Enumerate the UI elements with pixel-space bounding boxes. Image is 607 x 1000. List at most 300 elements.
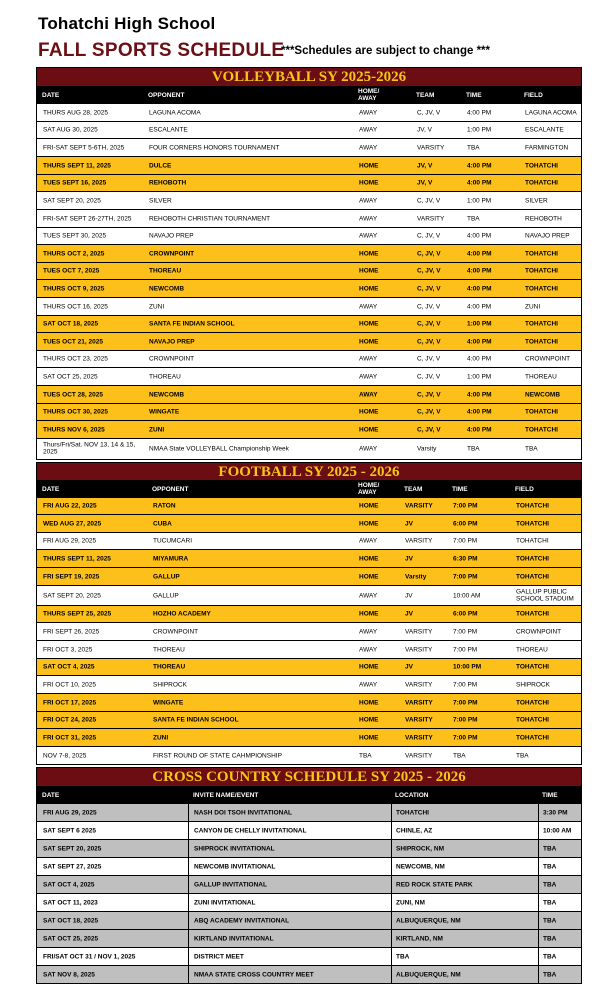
team-cell: VARSITY <box>405 716 433 724</box>
opponent-cell: SANTA FE INDIAN SCHOOL <box>153 716 239 724</box>
time-cell: 1:00 PM <box>467 320 492 328</box>
time-cell: 7:00 PM <box>453 572 478 580</box>
table-row <box>36 623 582 641</box>
opponent-cell: NAVAJO PREP <box>149 232 194 240</box>
column-divider <box>188 804 189 821</box>
team-cell: C, JV, V <box>417 302 441 310</box>
time-cell: 4:00 PM <box>467 337 492 345</box>
home-away-cell: HOME <box>359 408 379 416</box>
opponent-cell: SANTA FE INDIAN SCHOOL <box>149 320 235 328</box>
time-cell: TBA <box>467 143 480 151</box>
home-away-cell: HOME <box>359 425 379 433</box>
date-cell: TUES SEPT 16, 2025 <box>43 179 107 187</box>
home-away-cell: AWAY <box>359 108 378 116</box>
team-cell: VARSITY <box>417 214 445 222</box>
column-divider <box>188 822 189 839</box>
date-cell: THURS OCT 16, 2025 <box>43 302 108 310</box>
team-cell: JV, V <box>417 179 433 187</box>
column-divider <box>538 840 539 857</box>
location-cell: TBA <box>396 952 410 960</box>
date-cell: SAT OCT 4, 2025 <box>43 880 95 888</box>
home-away-cell: HOME <box>359 179 379 187</box>
field-cell: TBA <box>516 751 529 759</box>
field-cell: ZUNI <box>525 302 541 310</box>
opponent-cell: HOZHO ACADEMY <box>153 610 211 618</box>
opponent-cell: CROWNPOINT <box>149 249 195 257</box>
event-cell: GALLUP INVITATIONAL <box>194 880 267 888</box>
col-time: TIME <box>452 486 468 493</box>
home-away-cell: HOME <box>359 554 379 562</box>
date-cell: THURS SEPT 11, 2025 <box>43 161 111 169</box>
column-divider <box>391 912 392 929</box>
field-cell: CROWNPOINT <box>516 627 562 635</box>
team-cell: JV, V <box>417 126 432 134</box>
event-cell: DISTRICT MEET <box>194 952 244 960</box>
time-cell: 4:00 PM <box>467 302 492 310</box>
team-cell: C, JV, V <box>417 355 441 363</box>
table-row <box>36 210 582 228</box>
column-divider <box>538 948 539 965</box>
table-row <box>36 298 582 316</box>
opponent-cell: REHOBOTH CHRISTIAN TOURNAMENT <box>149 214 271 222</box>
opponent-cell: ESCALANTE <box>149 126 188 134</box>
opponent-cell: TUCUMCARI <box>153 537 192 545</box>
home-away-cell: AWAY <box>359 355 378 363</box>
col-field: FIELD <box>515 486 534 493</box>
column-divider <box>538 804 539 821</box>
column-divider <box>538 966 539 983</box>
date-cell: WED AUG 27, 2025 <box>43 519 102 527</box>
field-cell: TOHATCHI <box>516 502 549 510</box>
event-cell: NMAA STATE CROSS COUNTRY MEET <box>194 970 314 978</box>
date-cell: SAT AUG 30, 2025 <box>43 126 98 134</box>
team-cell: VARSITY <box>405 645 433 653</box>
time-cell: 4:00 PM <box>467 390 492 398</box>
opponent-cell: FOUR CORNERS HONORS TOURNAMENT <box>149 143 280 151</box>
home-away-cell: AWAY <box>359 372 378 380</box>
time-cell: TBA <box>543 934 557 942</box>
field-cell: GALLUP PUBLIC SCHOOL STADUIM <box>516 588 574 603</box>
field-cell: FARMINGTON <box>525 143 569 151</box>
time-cell: TBA <box>543 916 557 924</box>
time-cell: 6:00 PM <box>453 519 478 527</box>
team-cell: VARSITY <box>405 680 433 688</box>
date-cell: THURS OCT 30, 2025 <box>43 408 109 416</box>
football-title: FOOTBALL SY 2025 - 2026 <box>36 462 582 481</box>
table-row <box>36 104 582 122</box>
column-divider <box>391 858 392 875</box>
field-cell: TOHATCHI <box>516 716 549 724</box>
opponent-cell: THOREAU <box>149 372 181 380</box>
date-cell: FRI/SAT OCT 31 / NOV 1, 2025 <box>43 952 136 960</box>
column-divider <box>188 912 189 929</box>
table-row <box>36 245 582 263</box>
time-cell: 4:00 PM <box>467 108 492 116</box>
opponent-cell: RATON <box>153 502 176 510</box>
time-cell: 4:00 PM <box>467 425 492 433</box>
table-row <box>36 858 582 876</box>
date-cell: FRI OCT 17, 2025 <box>43 698 97 706</box>
column-divider <box>188 876 189 893</box>
event-cell: ABQ ACADEMY INVITATIONAL <box>194 916 290 924</box>
table-row <box>36 747 582 765</box>
table-row <box>36 421 582 439</box>
table-row <box>36 822 582 840</box>
opponent-cell: ZUNI <box>149 302 165 310</box>
location-cell: RED ROCK STATE PARK <box>396 880 473 888</box>
team-cell: C, JV, V <box>417 372 441 380</box>
field-cell: THOREAU <box>525 372 557 380</box>
field-cell: SHIPROCK <box>516 680 550 688</box>
table-row <box>36 228 582 245</box>
team-cell: VARSITY <box>405 627 433 635</box>
date-cell: THURS NOV 6, 2025 <box>43 425 105 433</box>
opponent-cell: CUBA <box>153 519 172 527</box>
field-cell: NAVAJO PREP <box>525 232 570 240</box>
date-cell: THURS OCT 2, 2025 <box>43 249 105 257</box>
home-away-cell: HOME <box>359 267 379 275</box>
table-row <box>36 568 582 586</box>
date-cell: FRI SEPT 26, 2025 <box>43 627 100 635</box>
field-cell: TOHATCHI <box>516 733 549 741</box>
table-row <box>36 263 582 280</box>
time-cell: 10:00 AM <box>453 591 481 599</box>
time-cell: 7:00 PM <box>453 733 478 741</box>
football-table-header <box>36 481 582 498</box>
col-home-away: HOME/ AWAY <box>358 88 380 103</box>
time-cell: 3:30 PM <box>543 808 568 816</box>
col-event: INVITE NAME/EVENT <box>193 792 259 799</box>
date-cell: TUES OCT 21, 2025 <box>43 337 103 345</box>
location-cell: ALBUQUERQUE, NM <box>396 916 461 924</box>
date-cell: NOV 7-8, 2025 <box>43 751 87 759</box>
table-row <box>36 676 582 694</box>
field-cell: TBA <box>525 445 538 453</box>
time-cell: TBA <box>543 862 557 870</box>
location-cell: KIRTLAND, NM <box>396 934 443 942</box>
time-cell: 4:00 PM <box>467 249 492 257</box>
time-cell: 4:00 PM <box>467 408 492 416</box>
field-cell: TOHATCHI <box>516 519 549 527</box>
volleyball-title: VOLLEYBALL SY 2025-2026 <box>36 67 582 87</box>
table-row <box>36 139 582 157</box>
date-cell: SAT OCT 18, 2025 <box>43 916 99 924</box>
home-away-cell: HOME <box>359 249 379 257</box>
time-cell: 4:00 PM <box>467 161 492 169</box>
field-cell: TOHATCHI <box>525 337 558 345</box>
date-cell: THURS OCT 23, 2025 <box>43 355 108 363</box>
column-divider <box>538 894 539 911</box>
opponent-cell: DULCE <box>149 161 172 169</box>
table-row <box>36 515 582 533</box>
schedule-note: ***Schedules are subject to change *** <box>281 45 490 57</box>
date-cell: THURS AUG 28, 2025 <box>43 108 109 116</box>
team-cell: VARSITY <box>405 698 433 706</box>
column-divider <box>538 858 539 875</box>
date-cell: SAT OCT 25, 2025 <box>43 934 99 942</box>
location-cell: TOHATCHI <box>396 808 429 816</box>
table-row <box>36 659 582 676</box>
home-away-cell: HOME <box>359 161 379 169</box>
location-cell: CHINLE, AZ <box>396 826 433 834</box>
table-row <box>36 550 582 568</box>
field-cell: TOHATCHI <box>525 161 558 169</box>
cross-country-title: CROSS COUNTRY SCHEDULE SY 2025 - 2026 <box>36 767 582 787</box>
column-divider <box>538 876 539 893</box>
team-cell: VARSITY <box>405 502 433 510</box>
table-row <box>36 439 582 460</box>
home-away-cell: AWAY <box>359 645 378 653</box>
time-cell: 4:00 PM <box>467 284 492 292</box>
team-cell: C, JV, V <box>417 108 441 116</box>
column-divider <box>188 894 189 911</box>
home-away-cell: AWAY <box>359 537 378 545</box>
time-cell: 1:00 PM <box>467 196 492 204</box>
date-cell: FRI SEPT 19, 2025 <box>43 572 100 580</box>
column-divider <box>391 930 392 947</box>
time-cell: 7:00 PM <box>453 680 478 688</box>
time-cell: TBA <box>543 880 557 888</box>
page-title: FALL SPORTS SCHEDULE <box>38 40 285 61</box>
location-cell: SHIPROCK, NM <box>396 844 445 852</box>
field-cell: TOHATCHI <box>516 663 549 671</box>
location-cell: NEWCOMB, NM <box>396 862 445 870</box>
time-cell: 4:00 PM <box>467 179 492 187</box>
team-cell: VARSITY <box>405 537 433 545</box>
column-divider <box>391 876 392 893</box>
time-cell: 7:00 PM <box>453 716 478 724</box>
field-cell: TOHATCHI <box>525 249 558 257</box>
time-cell: 7:00 PM <box>453 627 478 635</box>
home-away-cell: AWAY <box>359 232 378 240</box>
time-cell: 10:00 AM <box>543 826 572 834</box>
team-cell: C, JV, V <box>417 232 441 240</box>
opponent-cell: GALLUP <box>153 591 179 599</box>
home-away-cell: AWAY <box>359 302 378 310</box>
cross-country-rows <box>36 804 582 984</box>
col-opponent: OPPONENT <box>152 486 189 493</box>
opponent-cell: MIYAMURA <box>153 554 189 562</box>
team-cell: VARSITY <box>417 143 445 151</box>
date-cell: THURS SEPT 11, 2025 <box>43 554 111 562</box>
col-opponent: OPPONENT <box>148 92 185 99</box>
date-cell: SAT SEPT 20, 2025 <box>43 591 101 599</box>
team-cell: Varsity <box>405 572 427 580</box>
field-cell: TOHATCHI <box>525 408 558 416</box>
field-cell: LAGUNA ACOMA <box>525 108 577 116</box>
column-divider <box>188 966 189 983</box>
date-cell: TUES SEPT 30, 2025 <box>43 232 107 240</box>
location-cell: ALBUQUERQUE, NM <box>396 970 461 978</box>
opponent-cell: FIRST ROUND OF STATE CAHMPIONSHIP <box>153 751 282 759</box>
date-cell: SAT SEPT 20, 2025 <box>43 844 102 852</box>
col-team: TEAM <box>416 92 435 99</box>
opponent-cell: THOREAU <box>149 267 182 275</box>
table-row <box>36 948 582 966</box>
team-cell: JV <box>405 591 413 599</box>
field-cell: TOHATCHI <box>525 284 558 292</box>
time-cell: 4:00 PM <box>467 267 492 275</box>
time-cell: TBA <box>543 844 557 852</box>
column-divider <box>391 822 392 839</box>
team-cell: JV <box>405 610 413 618</box>
table-row <box>36 368 582 386</box>
table-row <box>36 533 582 550</box>
time-cell: 4:00 PM <box>467 232 492 240</box>
time-cell: 7:00 PM <box>453 537 478 545</box>
event-cell: SHIPROCK INVITATIONAL <box>194 844 275 852</box>
column-divider <box>188 858 189 875</box>
time-cell: 6:00 PM <box>453 610 478 618</box>
table-row <box>36 912 582 930</box>
team-cell: C, JV, V <box>417 267 441 275</box>
table-row <box>36 122 582 139</box>
opponent-cell: LAGUNA ACOMA <box>149 108 201 116</box>
table-row <box>36 192 582 210</box>
home-away-cell: AWAY <box>359 196 378 204</box>
date-cell: FRI AUG 29, 2025 <box>43 537 97 545</box>
opponent-cell: SILVER <box>149 196 172 204</box>
time-cell: 1:00 PM <box>467 372 492 380</box>
table-row <box>36 641 582 659</box>
field-cell: TOHATCHI <box>525 320 558 328</box>
time-cell: TBA <box>543 970 557 978</box>
event-cell: KIRTLAND INVITATIONAL <box>194 934 274 942</box>
date-cell: FRI AUG 29, 2025 <box>43 808 97 816</box>
event-cell: CANYON DE CHELLY INVITATIONAL <box>194 826 307 834</box>
table-row <box>36 316 582 333</box>
team-cell: C, JV, V <box>417 249 441 257</box>
date-cell: FRI-SAT SEPT 26-27TH, 2025 <box>43 214 132 222</box>
home-away-cell: TBA <box>359 751 372 759</box>
table-row <box>36 175 582 192</box>
opponent-cell: THOREAU <box>153 645 185 653</box>
opponent-cell: NEWCOMB <box>149 390 185 398</box>
time-cell: TBA <box>467 214 480 222</box>
column-divider <box>188 948 189 965</box>
column-divider <box>391 804 392 821</box>
cross-country-table-header <box>36 787 582 804</box>
time-cell: TBA <box>543 952 557 960</box>
time-cell: 7:00 PM <box>453 645 478 653</box>
date-cell: FRI OCT 31, 2025 <box>43 733 97 741</box>
opponent-cell: NMAA State VOLLEYBALL Championship Week <box>149 445 289 453</box>
date-cell: TUES OCT 7, 2025 <box>43 267 100 275</box>
field-cell: CROWNPOINT <box>525 355 571 363</box>
field-cell: TOHATCHI <box>516 698 549 706</box>
opponent-cell: CROWNPOINT <box>149 355 195 363</box>
date-cell: SAT SEPT 27, 2025 <box>43 862 102 870</box>
column-divider <box>391 894 392 911</box>
table-row <box>36 840 582 858</box>
time-cell: 1:00 PM <box>467 126 492 134</box>
date-cell: FRI OCT 10, 2025 <box>43 680 96 688</box>
date-cell: THURS OCT 9, 2025 <box>43 284 105 292</box>
opponent-cell: ZUNI <box>149 425 165 433</box>
field-cell: THOREAU <box>516 645 548 653</box>
home-away-cell: HOME <box>359 716 379 724</box>
column-divider <box>391 840 392 857</box>
home-away-cell: HOME <box>359 502 379 510</box>
field-cell: TOHATCHI <box>525 425 558 433</box>
school-name: Tohatchi High School <box>38 14 216 33</box>
opponent-cell: ZUNI <box>153 733 169 741</box>
home-away-cell: HOME <box>359 733 379 741</box>
table-row <box>36 386 582 404</box>
table-row <box>36 351 582 368</box>
team-cell: C, JV, V <box>417 390 441 398</box>
home-away-cell: AWAY <box>359 627 378 635</box>
home-away-cell: AWAY <box>359 680 378 688</box>
event-cell: ZUNI INVITATIONAL <box>194 898 256 906</box>
team-cell: C, JV, V <box>417 284 441 292</box>
date-cell: SAT SEPT 20, 2025 <box>43 196 101 204</box>
location-cell: ZUNI, NM <box>396 898 425 906</box>
col-field: FIELD <box>524 92 543 99</box>
opponent-cell: REHOBOTH <box>149 179 187 187</box>
col-time: TIME <box>466 92 482 99</box>
table-row <box>36 694 582 712</box>
field-cell: TOHATCHI <box>516 610 549 618</box>
table-row <box>36 498 582 515</box>
date-cell: SAT OCT 25, 2025 <box>43 372 98 380</box>
table-row <box>36 606 582 623</box>
date-cell: Thurs/Fri/Sat. NOV 13, 14 & 15, 2025 <box>43 441 136 456</box>
event-cell: NASH DOI TSOH INVITATIONAL <box>194 808 292 816</box>
date-cell: SAT SEPT 6 2025 <box>43 826 96 834</box>
opponent-cell: NEWCOMB <box>149 284 185 292</box>
date-cell: THURS SEPT 25, 2025 <box>43 610 112 618</box>
field-cell: ESCALANTE <box>525 126 564 134</box>
field-cell: NEWCOMB <box>525 390 561 398</box>
team-cell: C, JV, V <box>417 425 441 433</box>
opponent-cell: WINGATE <box>153 698 184 706</box>
table-row <box>36 894 582 912</box>
column-divider <box>188 840 189 857</box>
home-away-cell: HOME <box>359 519 379 527</box>
team-cell: VARSITY <box>405 751 433 759</box>
home-away-cell: HOME <box>359 698 379 706</box>
volleyball-rows <box>36 104 582 460</box>
team-cell: C, JV, V <box>417 408 441 416</box>
opponent-cell: NAVAJO PREP <box>149 337 195 345</box>
home-away-cell: AWAY <box>359 143 378 151</box>
field-cell: TOHATCHI <box>516 572 549 580</box>
home-away-cell: HOME <box>359 337 379 345</box>
team-cell: JV <box>405 663 413 671</box>
column-divider <box>188 930 189 947</box>
date-cell: TUES OCT 28, 2025 <box>43 390 103 398</box>
column-divider <box>538 930 539 947</box>
team-cell: C, JV, V <box>417 196 441 204</box>
home-away-cell: AWAY <box>359 445 378 453</box>
team-cell: JV <box>405 554 413 562</box>
table-row <box>36 157 582 175</box>
volleyball-table-header <box>36 87 582 104</box>
table-row <box>36 729 582 747</box>
opponent-cell: WINGATE <box>149 408 180 416</box>
home-away-cell: AWAY <box>359 390 378 398</box>
table-row <box>36 930 582 948</box>
team-cell: JV <box>405 519 413 527</box>
field-cell: REHOBOTH <box>525 214 562 222</box>
home-away-cell: AWAY <box>359 126 378 134</box>
date-cell: SAT OCT 4, 2025 <box>43 663 95 671</box>
date-cell: FRI OCT 3, 2025 <box>43 645 93 653</box>
time-cell: 10:00 PM <box>453 663 482 671</box>
table-row <box>36 876 582 894</box>
event-cell: NEWCOMB INVITATIONAL <box>194 862 276 870</box>
